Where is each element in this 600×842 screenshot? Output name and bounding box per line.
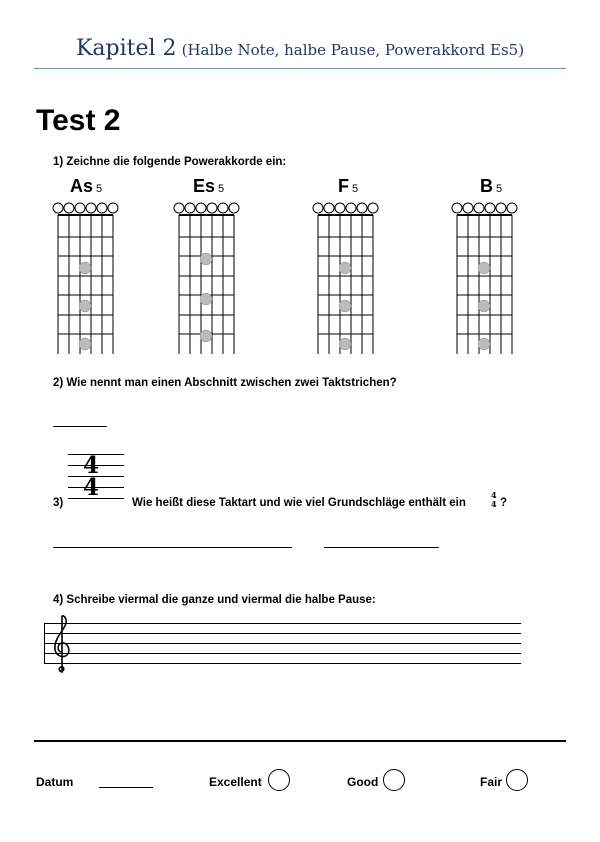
chord-name-text: B bbox=[480, 176, 493, 196]
chord-name-as5 bbox=[70, 176, 102, 197]
header-subtitle: (Halbe Note, halbe Pause, Powerakkord Es5) bbox=[181, 41, 525, 59]
question-3-number: 3) bbox=[53, 497, 64, 509]
chord-diagram-es5 bbox=[171, 200, 243, 356]
header-title: Kapitel 2 bbox=[75, 36, 177, 61]
chord-diagram-f5 bbox=[310, 200, 382, 356]
time-signature-staff bbox=[68, 454, 124, 500]
datum-line[interactable] bbox=[99, 787, 153, 788]
fair-label: Fair bbox=[480, 775, 503, 789]
chord-suffix: 5 bbox=[218, 183, 225, 195]
test-title: Test 2 bbox=[36, 104, 121, 137]
inline-time-signature-bottom: 4 bbox=[491, 499, 497, 509]
chord-diagram-as5 bbox=[50, 200, 122, 356]
music-staff[interactable] bbox=[44, 614, 521, 674]
chord-name-es5 bbox=[193, 176, 224, 197]
footer-rule bbox=[34, 740, 566, 742]
staff-line bbox=[44, 643, 521, 644]
page-header bbox=[0, 36, 600, 61]
excellent-circle[interactable] bbox=[268, 769, 290, 791]
chord-name-f5 bbox=[338, 176, 358, 197]
answer-line-q3-taktart[interactable] bbox=[53, 547, 292, 548]
fair-circle[interactable] bbox=[506, 769, 528, 791]
datum-label: Datum bbox=[36, 775, 74, 789]
chord-suffix: 5 bbox=[96, 183, 103, 195]
chord-name-text: Es bbox=[193, 176, 216, 196]
question-1-label: 1) Zeichne die folgende Powerakkorde ein: bbox=[53, 156, 287, 168]
excellent-label: Excellent bbox=[209, 775, 262, 789]
staff-line bbox=[44, 663, 521, 664]
answer-line-q3-grundschlaege[interactable] bbox=[324, 547, 439, 548]
question-3-end: ? bbox=[500, 497, 508, 509]
header-rule bbox=[34, 68, 566, 69]
question-2-label: 2) Wie nennt man einen Abschnitt zwischen zwei Taktstrichen? bbox=[53, 377, 397, 389]
chord-name-text: As bbox=[70, 176, 94, 196]
answer-line-q2[interactable] bbox=[53, 426, 107, 427]
time-signature-bottom: 4 bbox=[83, 474, 100, 501]
staff-line bbox=[44, 623, 521, 624]
chord-diagram-b5 bbox=[449, 200, 521, 356]
inline-time-signature-top: 4 bbox=[491, 490, 497, 500]
staff-line bbox=[44, 653, 521, 654]
chord-name-b5 bbox=[480, 176, 502, 197]
good-circle[interactable] bbox=[383, 769, 405, 791]
chord-name-text: F bbox=[338, 176, 349, 196]
treble-clef-icon bbox=[50, 614, 74, 674]
time-signature-top: 4 bbox=[83, 452, 100, 479]
chord-suffix: 5 bbox=[496, 183, 503, 195]
staff-line bbox=[44, 633, 521, 634]
question-3-label: Wie heißt diese Taktart und wie viel Grundschläge enthält ein bbox=[132, 497, 466, 509]
good-label: Good bbox=[347, 775, 379, 789]
chord-suffix: 5 bbox=[352, 183, 359, 195]
question-4-label: 4) Schreibe viermal die ganze und viermal die halbe Pause: bbox=[53, 594, 376, 606]
